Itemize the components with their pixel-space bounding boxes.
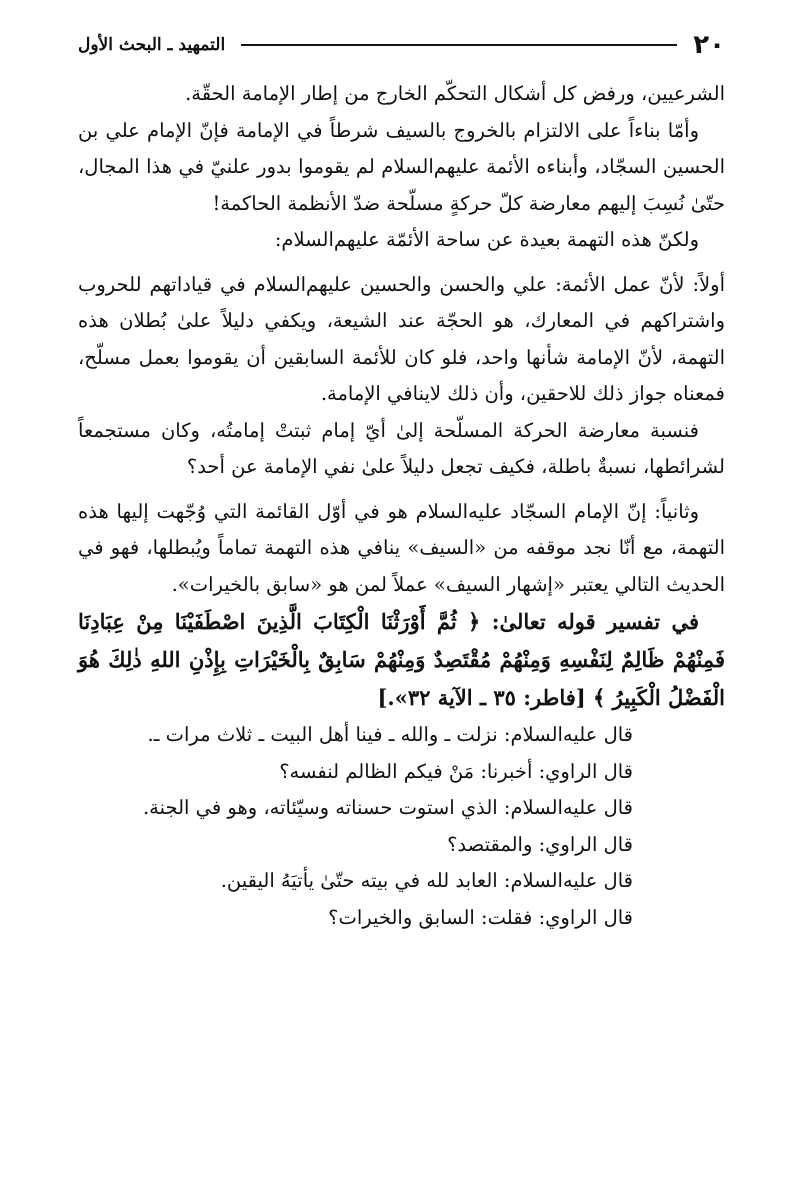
paragraph: أولاً: لأنّ عمل الأئمة: علي والحسن والحسين عليهم‌السلام في قياداتهم للحروب واشتراكهم في المعارك، هو الحجّة عند الشيعة، ويكفي دليلاً علىٰ بُطلان هذه التهمة، لأنّ الإمامة شأنها واحد، فلو كان للأئمة السابقين أن يقوموا بعمل مسلّح، فمعناه جواز ذلك للاحقين، وأن ذلك لاينافي الإمامة. — [78, 272, 725, 405]
dialogue-line: قال الراوي: أخبرنا: مَنْ فيكم الظالم لنفسه؟ — [279, 759, 633, 783]
page-header — [78, 22, 725, 68]
paragraph: ولكنّ هذه التهمة بعيدة عن ساحة الأئمّة عليهم‌السلام: — [274, 228, 699, 251]
body-text — [78, 76, 725, 936]
paragraph: فنسبة معارضة الحركة المسلّحة إلىٰ أيّ إمام ثبتتْ إمامتُه، وكان مستجمعاً لشرائطها، نسبةٌ باطلة، فكيف تجعل دليلاً علىٰ نفي الإمامة عن أحد؟ — [78, 418, 725, 478]
running-head: التمهيد ـ البحث الأول — [78, 35, 226, 55]
paragraph: وثانياً: إنّ الإمام السجّاد عليه‌السلام هو في أوّل القائمة التي وُجّهت إليها هذه التهمة، مع أنّا نجد موقفه من «السيف» ينافي هذه التهمة تماماً ويُبطلها، فهو في الحديث التالي يعتبر «إشهار السيف» عملاً لمن هو «سابق بالخيرات». — [78, 499, 725, 596]
header-rule — [241, 44, 677, 46]
dialogue-line: قال عليه‌السلام: نزلت ـ والله ـ فينا أهل البيت ـ ثلاث مرات ـ. — [147, 723, 633, 746]
quran-verse-paragraph: في تفسير قوله تعالىٰ: ﴿ ثُمَّ أَوْرَثْنَا الْكِتَابَ الَّذِينَ اصْطَفَيْنَا مِنْ عِبَادِنَا فَمِنْهُمْ ظَالِمٌ لِنَفْسِهِ وَمِنْهُمْ مُقْتَصِدٌ وَمِنْهُمْ سَابِقٌ بِالْخَيْرَاتِ بِإِذْنِ اللهِ ذٰلِكَ هُوَ الْفَضْلُ الْكَبِيرُ ﴾ [فاطر: ٣٥ ـ الآية ٣٢».] — [78, 609, 725, 710]
dialogue-line: قال عليه‌السلام: العابد لله في بيته حتّىٰ يأتيَهُ اليقين. — [220, 869, 633, 892]
dialogue-line: قال عليه‌السلام: الذي استوت حسناته وسيّئاته، وهو في الجنة. — [142, 796, 633, 819]
paragraph: وأمّا بناءاً على الالتزام بالخروج بالسيف شرطاً في الإمامة فإنّ الإمام علي بن الحسين السجّاد، وأبناءه الأئمة عليهم‌السلام لم يقوموا بدور علنيّ في هذا المجال، حتّىٰ نُسِبَ إليهم معارضة كلّ حركةٍ مسلّحة ضدّ الأنظمة الحاكمة! — [78, 118, 725, 215]
paragraph: الشرعيين، ورفض كل أشكال التحكّم الخارج من إطار الإمامة الحقّة. — [185, 82, 725, 105]
page-number: ٢٠ — [693, 30, 725, 60]
dialogue-line: قال الراوي: والمقتصد؟ — [447, 832, 633, 856]
dialogue-line: قال الراوي: فقلت: السابق والخيرات؟ — [328, 905, 633, 929]
